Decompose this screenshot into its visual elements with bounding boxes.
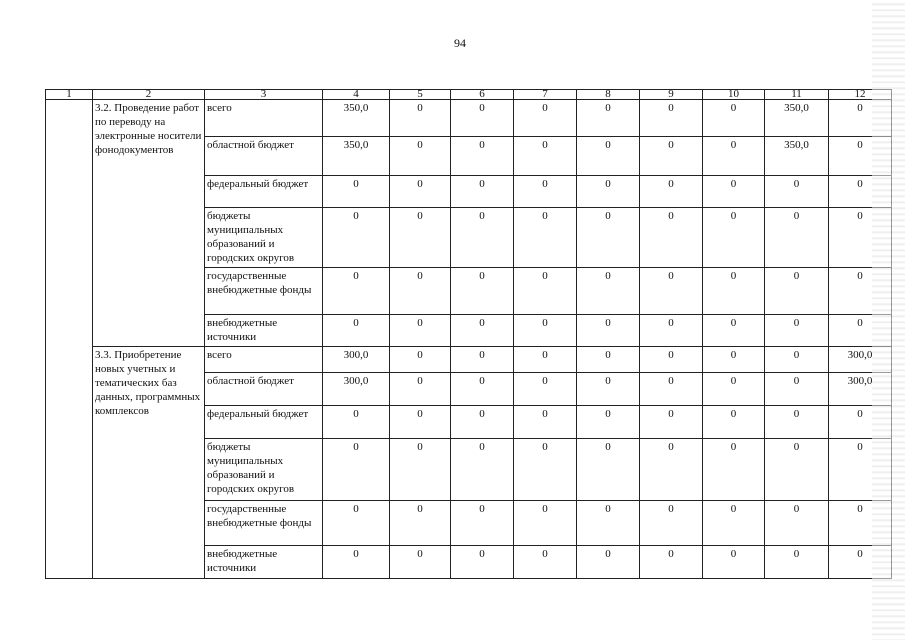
value-cell: 0 <box>765 347 829 373</box>
value-cell: 0 <box>703 347 765 373</box>
header-cell: 12 <box>829 90 892 100</box>
funding-source: областной бюджет <box>205 373 323 406</box>
value-cell: 0 <box>323 406 390 439</box>
value-cell: 0 <box>451 406 514 439</box>
value-cell: 0 <box>577 315 640 347</box>
section-title: 3.2. Проведение работ по переводу на электронные носители фонодокументов <box>93 100 205 347</box>
header-row <box>46 90 892 100</box>
value-cell: 0 <box>765 373 829 406</box>
funding-source: бюджеты муниципальных образований и городских округов <box>205 439 323 501</box>
value-cell: 0 <box>640 406 703 439</box>
value-cell: 0 <box>451 501 514 546</box>
value-cell: 0 <box>640 347 703 373</box>
value-cell: 0 <box>514 176 577 208</box>
section-title: 3.3. Приобретение новых учетных и тематических баз данных, программных комплексов <box>93 347 205 579</box>
value-cell: 0 <box>829 208 892 268</box>
table-row <box>46 347 892 373</box>
header-cell: 9 <box>640 90 703 100</box>
value-cell: 0 <box>577 439 640 501</box>
funding-source: государственные внебюджетные фонды <box>205 268 323 315</box>
table-row <box>46 100 892 137</box>
value-cell: 0 <box>765 176 829 208</box>
value-cell: 0 <box>703 439 765 501</box>
value-cell: 0 <box>514 546 577 579</box>
funding-source: государственные внебюджетные фонды <box>205 501 323 546</box>
value-cell: 0 <box>577 176 640 208</box>
value-cell: 0 <box>640 315 703 347</box>
value-cell: 0 <box>514 100 577 137</box>
value-cell: 350,0 <box>323 100 390 137</box>
header-cell: 2 <box>93 90 205 100</box>
value-cell: 0 <box>577 546 640 579</box>
value-cell: 0 <box>765 439 829 501</box>
value-cell: 0 <box>390 137 451 176</box>
funding-source: федеральный бюджет <box>205 406 323 439</box>
value-cell: 0 <box>451 439 514 501</box>
value-cell: 0 <box>765 546 829 579</box>
header-cell: 4 <box>323 90 390 100</box>
value-cell: 0 <box>323 501 390 546</box>
value-cell: 0 <box>640 373 703 406</box>
page-number: 94 <box>454 36 466 50</box>
value-cell: 300,0 <box>829 373 892 406</box>
value-cell: 0 <box>390 501 451 546</box>
value-cell: 0 <box>765 208 829 268</box>
header-cell: 5 <box>390 90 451 100</box>
value-cell: 0 <box>703 373 765 406</box>
header-cell: 7 <box>514 90 577 100</box>
value-cell: 300,0 <box>323 347 390 373</box>
value-cell: 0 <box>703 501 765 546</box>
value-cell: 0 <box>703 100 765 137</box>
value-cell: 0 <box>829 176 892 208</box>
value-cell: 0 <box>514 501 577 546</box>
value-cell: 300,0 <box>323 373 390 406</box>
number-cell <box>46 100 93 579</box>
value-cell: 0 <box>514 439 577 501</box>
value-cell: 0 <box>577 373 640 406</box>
header-cell: 11 <box>765 90 829 100</box>
value-cell: 0 <box>829 100 892 137</box>
value-cell: 0 <box>451 268 514 315</box>
value-cell: 0 <box>640 137 703 176</box>
value-cell: 0 <box>390 100 451 137</box>
value-cell: 0 <box>829 406 892 439</box>
value-cell: 0 <box>390 208 451 268</box>
funding-source: федеральный бюджет <box>205 176 323 208</box>
value-cell: 0 <box>390 176 451 208</box>
value-cell: 0 <box>577 347 640 373</box>
value-cell: 0 <box>577 268 640 315</box>
value-cell: 0 <box>514 137 577 176</box>
value-cell: 0 <box>390 439 451 501</box>
value-cell: 0 <box>390 546 451 579</box>
value-cell: 0 <box>640 546 703 579</box>
value-cell: 0 <box>703 315 765 347</box>
funding-source: всего <box>205 347 323 373</box>
value-cell: 0 <box>323 315 390 347</box>
value-cell: 0 <box>451 347 514 373</box>
funding-source: внебюджетные источники <box>205 315 323 347</box>
value-cell: 0 <box>323 439 390 501</box>
value-cell: 0 <box>323 208 390 268</box>
value-cell: 0 <box>703 208 765 268</box>
value-cell: 0 <box>390 373 451 406</box>
value-cell: 0 <box>323 176 390 208</box>
funding-source: бюджеты муниципальных образований и городских округов <box>205 208 323 268</box>
header-cell: 3 <box>205 90 323 100</box>
value-cell: 0 <box>829 268 892 315</box>
funding-source: всего <box>205 100 323 137</box>
value-cell: 0 <box>640 439 703 501</box>
value-cell: 0 <box>640 176 703 208</box>
value-cell: 0 <box>514 347 577 373</box>
header-cell: 8 <box>577 90 640 100</box>
value-cell: 0 <box>390 406 451 439</box>
header-cell: 1 <box>46 90 93 100</box>
value-cell: 0 <box>640 501 703 546</box>
value-cell: 0 <box>765 315 829 347</box>
value-cell: 0 <box>514 315 577 347</box>
value-cell: 0 <box>703 137 765 176</box>
value-cell: 0 <box>703 176 765 208</box>
value-cell: 0 <box>514 208 577 268</box>
value-cell: 0 <box>514 373 577 406</box>
value-cell: 0 <box>514 268 577 315</box>
header-cell: 6 <box>451 90 514 100</box>
value-cell: 0 <box>451 546 514 579</box>
funding-source: областной бюджет <box>205 137 323 176</box>
value-cell: 0 <box>765 406 829 439</box>
value-cell: 350,0 <box>323 137 390 176</box>
value-cell: 0 <box>323 546 390 579</box>
budget-table <box>45 89 892 579</box>
value-cell: 0 <box>451 176 514 208</box>
value-cell: 0 <box>577 100 640 137</box>
value-cell: 0 <box>829 439 892 501</box>
value-cell: 350,0 <box>765 137 829 176</box>
scan-edge-artifact <box>872 0 905 640</box>
value-cell: 0 <box>451 373 514 406</box>
funding-source: внебюджетные источники <box>205 546 323 579</box>
value-cell: 0 <box>451 100 514 137</box>
value-cell: 0 <box>577 208 640 268</box>
value-cell: 0 <box>829 137 892 176</box>
value-cell: 0 <box>703 406 765 439</box>
value-cell: 0 <box>577 406 640 439</box>
value-cell: 0 <box>577 501 640 546</box>
header-cell: 10 <box>703 90 765 100</box>
value-cell: 0 <box>640 100 703 137</box>
value-cell: 0 <box>829 546 892 579</box>
value-cell: 0 <box>390 347 451 373</box>
value-cell: 0 <box>514 406 577 439</box>
value-cell: 300,0 <box>829 347 892 373</box>
value-cell: 0 <box>765 501 829 546</box>
value-cell: 350,0 <box>765 100 829 137</box>
value-cell: 0 <box>390 315 451 347</box>
value-cell: 0 <box>451 208 514 268</box>
value-cell: 0 <box>451 137 514 176</box>
value-cell: 0 <box>323 268 390 315</box>
value-cell: 0 <box>640 208 703 268</box>
value-cell: 0 <box>703 546 765 579</box>
value-cell: 0 <box>829 501 892 546</box>
value-cell: 0 <box>390 268 451 315</box>
value-cell: 0 <box>703 268 765 315</box>
value-cell: 0 <box>451 315 514 347</box>
value-cell: 0 <box>577 137 640 176</box>
value-cell: 0 <box>640 268 703 315</box>
value-cell: 0 <box>765 268 829 315</box>
value-cell: 0 <box>829 315 892 347</box>
